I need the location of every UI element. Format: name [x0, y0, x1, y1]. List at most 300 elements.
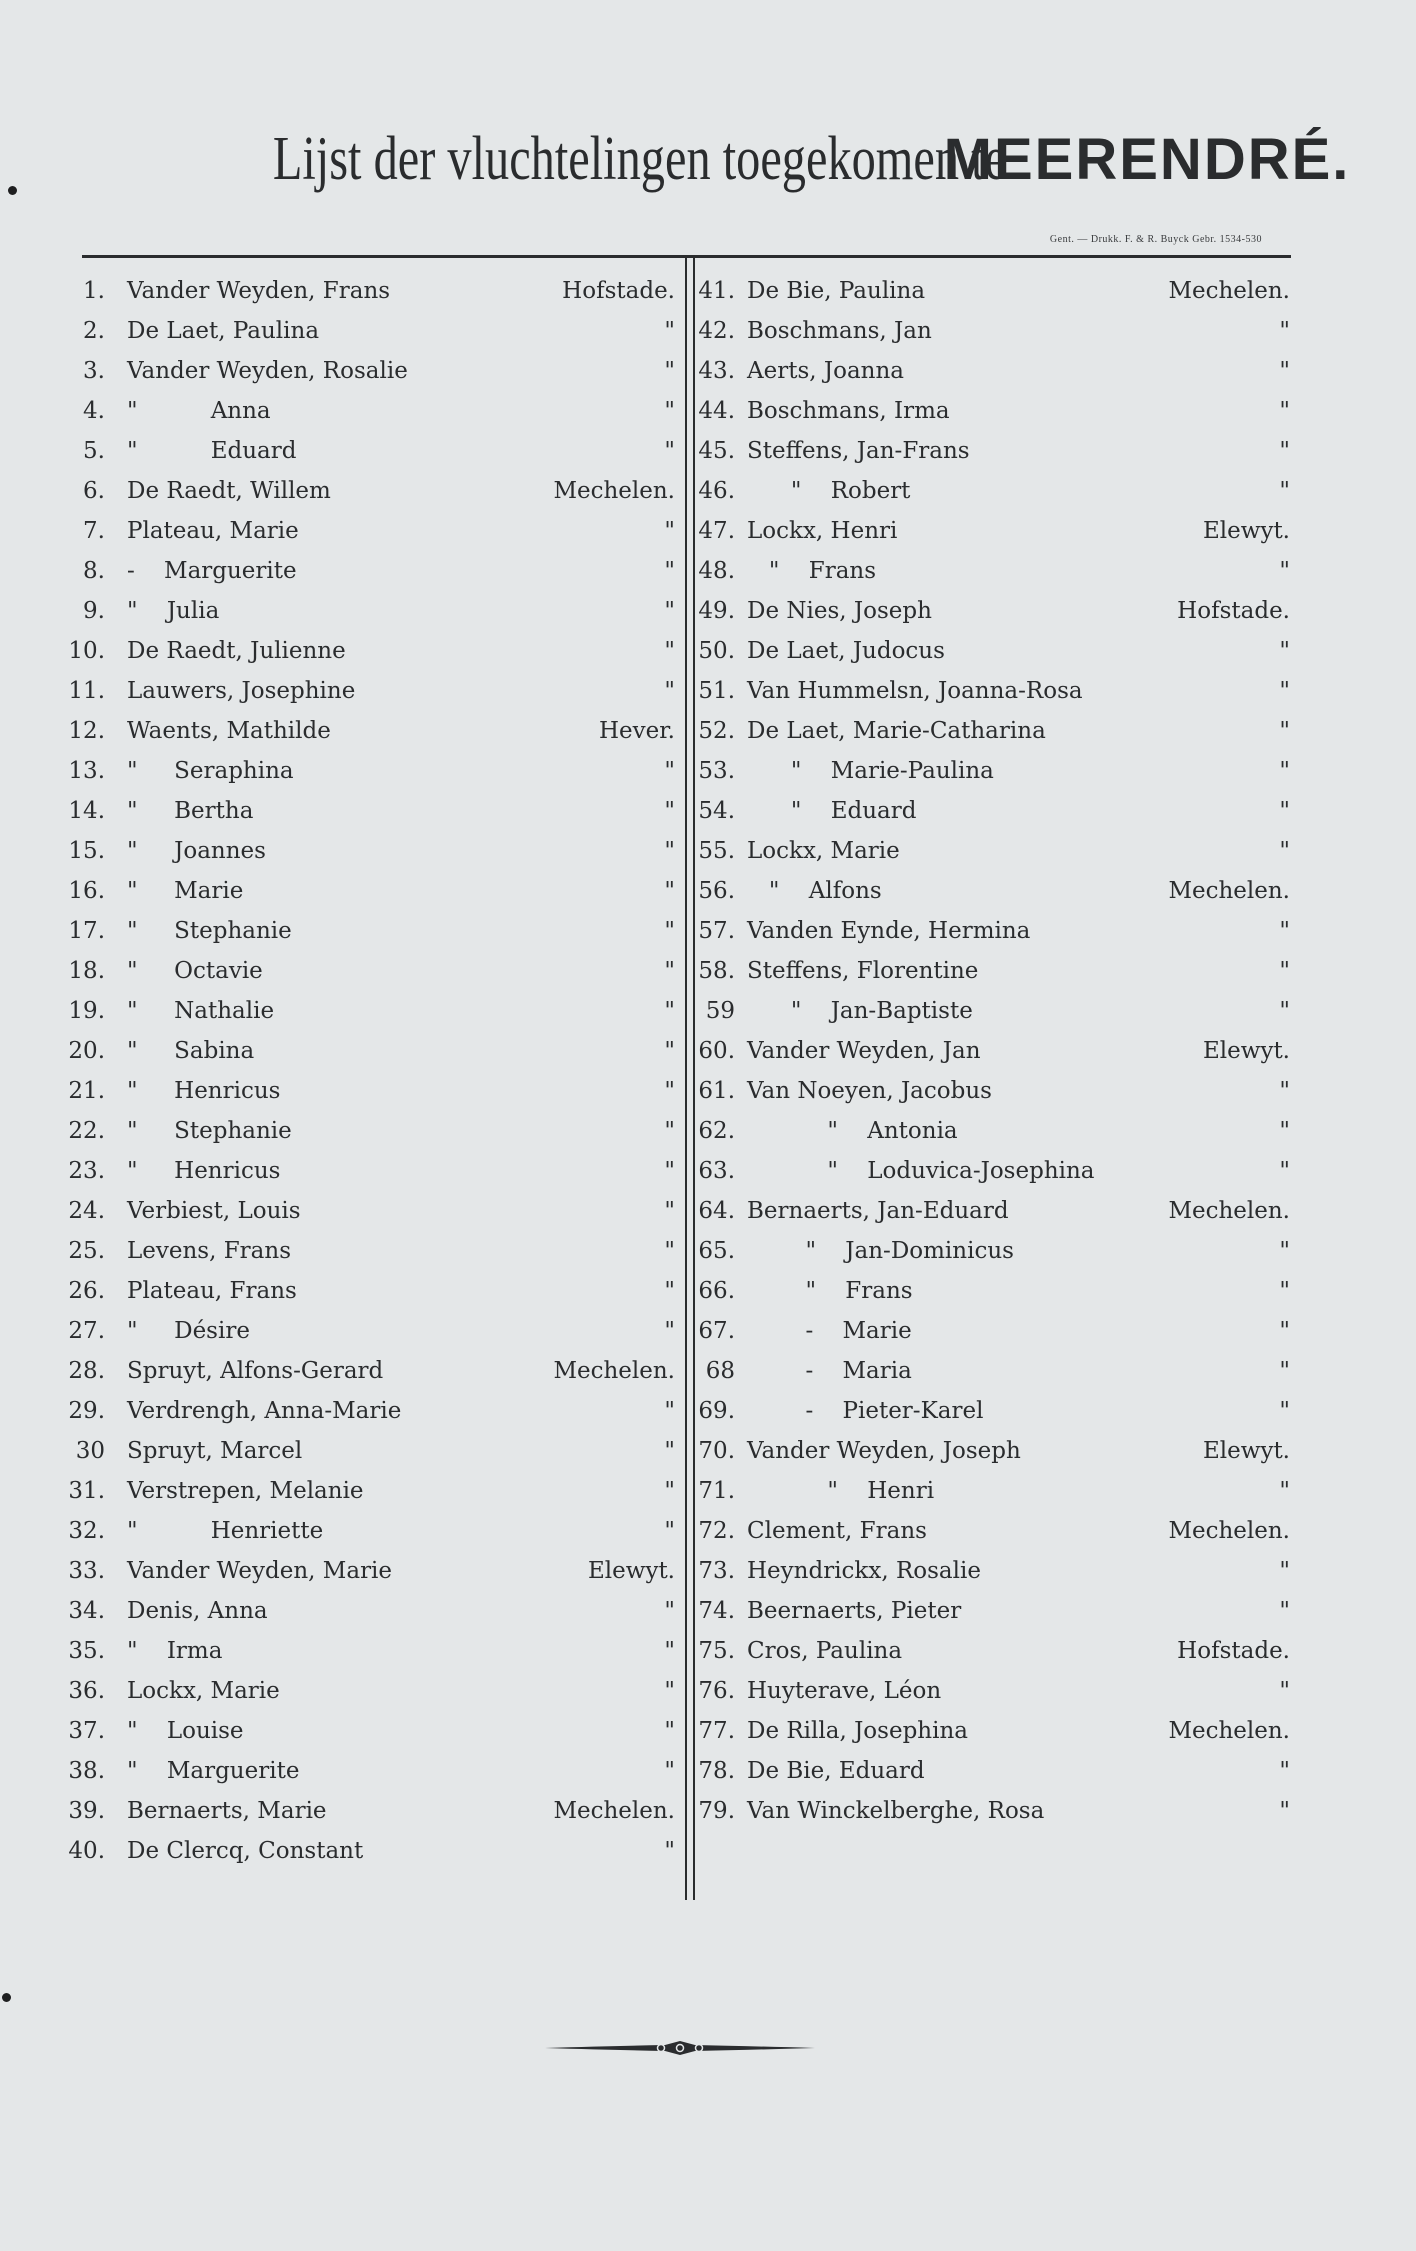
entry-origin: " — [664, 1318, 675, 1344]
entry-number: 39. — [68, 1798, 105, 1824]
entry-origin: Hofstade. — [1177, 598, 1290, 624]
entry-origin: Hever. — [598, 718, 675, 744]
entry-origin: Elewyt. — [1203, 1038, 1290, 1064]
entry-name: Lockx, Henri — [747, 518, 898, 544]
entry-origin: " — [664, 1078, 675, 1104]
entry-number: 54. — [698, 798, 735, 824]
entry-number: 70. — [698, 1438, 735, 1464]
list-item — [695, 1434, 1305, 1474]
entry-number: 78. — [698, 1758, 735, 1784]
entry-origin: " — [1279, 1078, 1290, 1104]
entry-origin: " — [664, 1398, 675, 1424]
entry-origin: " — [664, 1278, 675, 1304]
entry-origin: " — [1279, 478, 1290, 504]
entry-name: Lauwers, Josephine — [127, 678, 356, 704]
entry-origin: Mechelen. — [1168, 878, 1290, 904]
entry-number: 21. — [68, 1078, 105, 1104]
entry-number: 17. — [68, 918, 105, 944]
entry-name: Plateau, Frans — [127, 1278, 297, 1304]
list-item — [695, 674, 1305, 714]
entry-name: Lockx, Marie — [127, 1678, 280, 1704]
list-item — [55, 1314, 675, 1354]
list-item — [55, 1194, 675, 1234]
entry-name: " Seraphina — [127, 758, 294, 784]
entry-number: 1. — [83, 278, 105, 304]
entry-number: 7. — [83, 518, 105, 544]
entry-origin: " — [664, 318, 675, 344]
entry-name: Huyterave, Léon — [747, 1678, 942, 1704]
list-item — [55, 754, 675, 794]
entry-name: Aerts, Joanna — [747, 358, 905, 384]
entry-name: De Bie, Paulina — [747, 278, 926, 304]
list-item — [55, 554, 675, 594]
list-item — [55, 1354, 675, 1394]
list-item — [55, 1034, 675, 1074]
list-item — [55, 1514, 675, 1554]
entry-origin: Elewyt. — [1203, 518, 1290, 544]
entry-name: " Stephanie — [127, 1118, 292, 1144]
entry-number: 66. — [698, 1278, 735, 1304]
entry-name: Plateau, Marie — [127, 518, 299, 544]
list-item — [695, 1754, 1305, 1794]
entry-name: Heyndrickx, Rosalie — [747, 1558, 981, 1584]
entry-origin: " — [1279, 998, 1290, 1024]
entry-name: " Marie — [127, 878, 244, 904]
entry-origin: " — [1279, 638, 1290, 664]
entry-number: 67. — [698, 1318, 735, 1344]
entry-number: 19. — [68, 998, 105, 1024]
list-item — [695, 434, 1305, 474]
entry-origin: " — [664, 1518, 675, 1544]
entry-origin: " — [1279, 758, 1290, 784]
punch-hole-bottom — [2, 1993, 11, 2002]
entry-number: 27. — [68, 1318, 105, 1344]
list-item — [55, 714, 675, 754]
entry-number: 30 — [75, 1438, 105, 1464]
entry-number: 6. — [83, 478, 105, 504]
list-item — [55, 1754, 675, 1794]
entry-name: Vander Weyden, Jan — [747, 1038, 981, 1064]
list-item — [695, 1594, 1305, 1634]
entry-number: 16. — [68, 878, 105, 904]
ornament-divider — [545, 2036, 815, 2060]
entry-number: 29. — [68, 1398, 105, 1424]
entry-name: Levens, Frans — [127, 1238, 292, 1264]
list-item — [55, 1834, 675, 1874]
entry-name: " Marguerite — [127, 1758, 300, 1784]
entry-name: " Henricus — [127, 1158, 281, 1184]
entry-origin: " — [1279, 1798, 1290, 1824]
entry-name: " Alfons — [747, 878, 882, 904]
entry-name: " Joannes — [127, 838, 266, 864]
entry-name: " Julia — [127, 598, 220, 624]
entry-name: " Robert — [747, 478, 911, 504]
entry-origin: " — [664, 358, 675, 384]
column-divider — [685, 255, 695, 1900]
entry-origin: " — [1279, 1238, 1290, 1264]
entry-number: 77. — [698, 1718, 735, 1744]
entry-number: 59 — [705, 998, 735, 1024]
entry-number: 15. — [68, 838, 105, 864]
entry-number: 50. — [698, 638, 735, 664]
entry-origin: " — [664, 1038, 675, 1064]
entry-origin: Mechelen. — [553, 478, 675, 504]
entry-origin: " — [664, 1478, 675, 1504]
entry-name: De Laet, Paulina — [127, 318, 320, 344]
entry-name: - Marguerite — [127, 558, 297, 584]
entry-origin: Mechelen. — [1168, 278, 1290, 304]
list-item — [55, 1434, 675, 1474]
entry-name: Boschmans, Irma — [747, 398, 950, 424]
entry-name: Steffens, Jan-Frans — [747, 438, 970, 464]
entry-origin: Hofstade. — [1177, 1638, 1290, 1664]
entry-origin: Mechelen. — [553, 1798, 675, 1824]
entry-number: 65. — [698, 1238, 735, 1264]
list-item — [695, 314, 1305, 354]
entry-number: 47. — [698, 518, 735, 544]
entry-origin: " — [664, 1198, 675, 1224]
entry-number: 38. — [68, 1758, 105, 1784]
entry-number: 2. — [83, 318, 105, 344]
list-item — [55, 434, 675, 474]
entry-origin: " — [664, 878, 675, 904]
entry-name: De Bie, Eduard — [747, 1758, 925, 1784]
refugee-list-left — [55, 274, 675, 1874]
list-item — [55, 994, 675, 1034]
entry-name: Spruyt, Alfons-Gerard — [127, 1358, 384, 1384]
entry-origin: " — [1279, 398, 1290, 424]
entry-name: Denis, Anna — [127, 1598, 268, 1624]
list-item — [695, 1794, 1305, 1834]
entry-number: 72. — [698, 1518, 735, 1544]
entry-number: 60. — [698, 1038, 735, 1064]
entry-origin: " — [664, 958, 675, 984]
entry-name: " Antonia — [747, 1118, 958, 1144]
entry-number: 13. — [68, 758, 105, 784]
list-item — [695, 794, 1305, 834]
entry-origin: " — [1279, 1758, 1290, 1784]
entry-number: 9. — [83, 598, 105, 624]
entry-name: De Laet, Marie-Catharina — [747, 718, 1046, 744]
list-item — [55, 514, 675, 554]
list-item — [55, 1154, 675, 1194]
entry-number: 4. — [83, 398, 105, 424]
list-item — [695, 394, 1305, 434]
list-item — [55, 794, 675, 834]
entry-origin: " — [1279, 1158, 1290, 1184]
entry-origin: " — [664, 638, 675, 664]
list-item — [695, 754, 1305, 794]
entry-name: Van Hummelsn, Joanna-Rosa — [747, 678, 1083, 704]
entry-name: " Anna — [127, 398, 271, 424]
entry-origin: " — [1279, 1318, 1290, 1344]
entry-origin: " — [1279, 1478, 1290, 1504]
entry-number: 75. — [698, 1638, 735, 1664]
entry-number: 62. — [698, 1118, 735, 1144]
list-item — [695, 554, 1305, 594]
entry-name: " Désire — [127, 1318, 250, 1344]
list-item — [55, 314, 675, 354]
list-item — [695, 954, 1305, 994]
entry-number: 41. — [698, 278, 735, 304]
entry-number: 48. — [698, 558, 735, 584]
list-item — [695, 1634, 1305, 1674]
entry-name: " Henriette — [127, 1518, 324, 1544]
entry-number: 58. — [698, 958, 735, 984]
entry-origin: " — [1279, 1598, 1290, 1624]
entry-number: 14. — [68, 798, 105, 824]
entry-origin: " — [664, 1438, 675, 1464]
entry-number: 79. — [698, 1798, 735, 1824]
entry-origin: " — [664, 1158, 675, 1184]
list-item — [55, 1674, 675, 1714]
entry-name: Vander Weyden, Frans — [127, 278, 391, 304]
entry-origin: " — [1279, 358, 1290, 384]
entry-number: 24. — [68, 1198, 105, 1224]
entry-name: Boschmans, Jan — [747, 318, 932, 344]
entry-number: 5. — [83, 438, 105, 464]
entry-number: 28. — [68, 1358, 105, 1384]
entry-name: Cros, Paulina — [747, 1638, 903, 1664]
entry-name: - Pieter-Karel — [747, 1398, 984, 1424]
entry-number: 23. — [68, 1158, 105, 1184]
entry-number: 49. — [698, 598, 735, 624]
list-item — [695, 1314, 1305, 1354]
entry-number: 73. — [698, 1558, 735, 1584]
list-item — [695, 1474, 1305, 1514]
list-item — [695, 1714, 1305, 1754]
entry-name: " Louise — [127, 1718, 244, 1744]
entry-number: 68 — [705, 1358, 735, 1384]
entry-name: Vander Weyden, Marie — [127, 1558, 393, 1584]
punch-hole-top — [8, 186, 17, 195]
list-item — [695, 1554, 1305, 1594]
entry-name: " Frans — [747, 558, 877, 584]
entry-number: 69. — [698, 1398, 735, 1424]
entry-name: " Henri — [747, 1478, 935, 1504]
entry-origin: " — [664, 838, 675, 864]
list-item — [55, 1114, 675, 1154]
entry-origin: Mechelen. — [1168, 1198, 1290, 1224]
entry-origin: " — [664, 798, 675, 824]
entry-origin: " — [1279, 838, 1290, 864]
list-item — [55, 1394, 675, 1434]
entry-origin: " — [1279, 1278, 1290, 1304]
entry-origin: " — [664, 998, 675, 1024]
entry-number: 3. — [83, 358, 105, 384]
list-item — [695, 1394, 1305, 1434]
entry-origin: " — [664, 398, 675, 424]
entry-origin: " — [664, 1118, 675, 1144]
entry-origin: " — [664, 1758, 675, 1784]
entry-name: Vanden Eynde, Hermina — [747, 918, 1031, 944]
entry-number: 32. — [68, 1518, 105, 1544]
entry-name: De Raedt, Willem — [127, 478, 331, 504]
entry-number: 11. — [68, 678, 105, 704]
list-item — [695, 914, 1305, 954]
entry-number: 71. — [698, 1478, 735, 1504]
list-item — [55, 634, 675, 674]
entry-name: Verstrepen, Melanie — [127, 1478, 364, 1504]
entry-origin: " — [664, 1718, 675, 1744]
list-item — [55, 1234, 675, 1274]
entry-name: - Maria — [747, 1358, 912, 1384]
list-item — [55, 1474, 675, 1514]
entry-origin: " — [1279, 918, 1290, 944]
entry-origin: " — [664, 1678, 675, 1704]
list-item — [55, 394, 675, 434]
entry-origin: " — [664, 678, 675, 704]
refugee-list-right — [695, 274, 1305, 1834]
list-item — [55, 874, 675, 914]
list-item — [695, 634, 1305, 674]
list-item — [55, 594, 675, 634]
entry-origin: " — [664, 598, 675, 624]
list-item — [695, 514, 1305, 554]
list-item — [55, 1074, 675, 1114]
entry-name: Waents, Mathilde — [127, 718, 331, 744]
entry-name: " Jan-Baptiste — [747, 998, 973, 1024]
entry-origin: " — [664, 1638, 675, 1664]
entry-number: 12. — [68, 718, 105, 744]
entry-name: Bernaerts, Jan-Eduard — [747, 1198, 1009, 1224]
entry-number: 51. — [698, 678, 735, 704]
entry-number: 43. — [698, 358, 735, 384]
list-item — [55, 474, 675, 514]
entry-origin: " — [1279, 318, 1290, 344]
entry-origin: " — [1279, 1678, 1290, 1704]
entry-origin: " — [664, 918, 675, 944]
entry-number: 33. — [68, 1558, 105, 1584]
entry-number: 63. — [698, 1158, 735, 1184]
entry-name: Clement, Frans — [747, 1518, 927, 1544]
entry-number: 56. — [698, 878, 735, 904]
list-item — [695, 834, 1305, 874]
entry-origin: Mechelen. — [553, 1358, 675, 1384]
entry-name: De Nies, Joseph — [747, 598, 932, 624]
list-item — [55, 914, 675, 954]
page-title — [0, 118, 1416, 200]
entry-number: 53. — [698, 758, 735, 784]
list-item — [55, 834, 675, 874]
entry-origin: Elewyt. — [588, 1558, 675, 1584]
list-item — [695, 1074, 1305, 1114]
entry-name: " Henricus — [127, 1078, 281, 1104]
list-item — [695, 274, 1305, 314]
entry-number: 18. — [68, 958, 105, 984]
list-item — [695, 1154, 1305, 1194]
title-place: MEERENDRÉ. — [943, 127, 1351, 192]
entry-origin: " — [1279, 438, 1290, 464]
entry-origin: Mechelen. — [1168, 1518, 1290, 1544]
entry-name: " Frans — [747, 1278, 913, 1304]
entry-origin: " — [1279, 1398, 1290, 1424]
entry-origin: " — [664, 518, 675, 544]
entry-origin: " — [1279, 1558, 1290, 1584]
list-item — [695, 874, 1305, 914]
entry-origin: " — [664, 1238, 675, 1264]
entry-number: 25. — [68, 1238, 105, 1264]
list-item — [695, 714, 1305, 754]
list-item — [695, 474, 1305, 514]
entry-origin: Hofstade. — [562, 278, 675, 304]
entry-name: De Clercq, Constant — [127, 1838, 364, 1864]
entry-number: 64. — [698, 1198, 735, 1224]
entry-name: De Raedt, Julienne — [127, 638, 346, 664]
entry-origin: " — [1279, 958, 1290, 984]
list-item — [55, 354, 675, 394]
entry-name: " Loduvica-Josephina — [747, 1158, 1095, 1184]
title-text: Lijst der vluchtelingen toegekomen te — [272, 125, 1006, 193]
list-item — [55, 274, 675, 314]
entry-name: Van Winckelberghe, Rosa — [747, 1798, 1045, 1824]
list-item — [695, 1274, 1305, 1314]
entry-name: " Nathalie — [127, 998, 275, 1024]
entry-number: 44. — [698, 398, 735, 424]
list-item — [695, 1674, 1305, 1714]
entry-number: 35. — [68, 1638, 105, 1664]
list-item — [695, 1194, 1305, 1234]
entry-origin: " — [664, 558, 675, 584]
entry-origin: " — [1279, 798, 1290, 824]
entry-number: 46. — [698, 478, 735, 504]
entry-number: 57. — [698, 918, 735, 944]
list-item — [55, 1274, 675, 1314]
entry-name: Steffens, Florentine — [747, 958, 979, 984]
list-item — [695, 1034, 1305, 1074]
entry-number: 22. — [68, 1118, 105, 1144]
list-item — [55, 1634, 675, 1674]
entry-origin: " — [1279, 1358, 1290, 1384]
entry-name: Vander Weyden, Joseph — [747, 1438, 1021, 1464]
entry-name: Verbiest, Louis — [127, 1198, 301, 1224]
entry-name: " Jan-Dominicus — [747, 1238, 1014, 1264]
entry-name: " Stephanie — [127, 918, 292, 944]
entry-name: " Irma — [127, 1638, 223, 1664]
list-item — [695, 994, 1305, 1034]
entry-number: 61. — [698, 1078, 735, 1104]
list-item — [695, 594, 1305, 634]
entry-name: " Marie-Paulina — [747, 758, 994, 784]
entry-name: Lockx, Marie — [747, 838, 900, 864]
entry-name: Beernaerts, Pieter — [747, 1598, 962, 1624]
entry-origin: " — [1279, 678, 1290, 704]
printer-imprint: Gent. — Drukk. F. & R. Buyck Gebr. 1534-530 — [1049, 234, 1262, 245]
entry-name: " Bertha — [127, 798, 254, 824]
entry-name: Van Noeyen, Jacobus — [747, 1078, 992, 1104]
entry-number: 45. — [698, 438, 735, 464]
list-item — [55, 1714, 675, 1754]
entry-number: 34. — [68, 1598, 105, 1624]
entry-name: Spruyt, Marcel — [127, 1438, 303, 1464]
entry-origin: " — [664, 1598, 675, 1624]
entry-name: " Eduard — [127, 438, 297, 464]
list-item — [55, 674, 675, 714]
entry-name: De Rilla, Josephina — [747, 1718, 968, 1744]
entry-origin: " — [664, 1838, 675, 1864]
entry-number: 36. — [68, 1678, 105, 1704]
entry-origin: " — [1279, 1118, 1290, 1144]
entry-origin: Mechelen. — [1168, 1718, 1290, 1744]
entry-origin: " — [1279, 558, 1290, 584]
entry-number: 8. — [83, 558, 105, 584]
entry-name: Verdrengh, Anna-Marie — [127, 1398, 402, 1424]
list-item — [695, 1514, 1305, 1554]
list-item — [55, 954, 675, 994]
entry-name: " Octavie — [127, 958, 263, 984]
list-item — [695, 354, 1305, 394]
list-item — [695, 1354, 1305, 1394]
